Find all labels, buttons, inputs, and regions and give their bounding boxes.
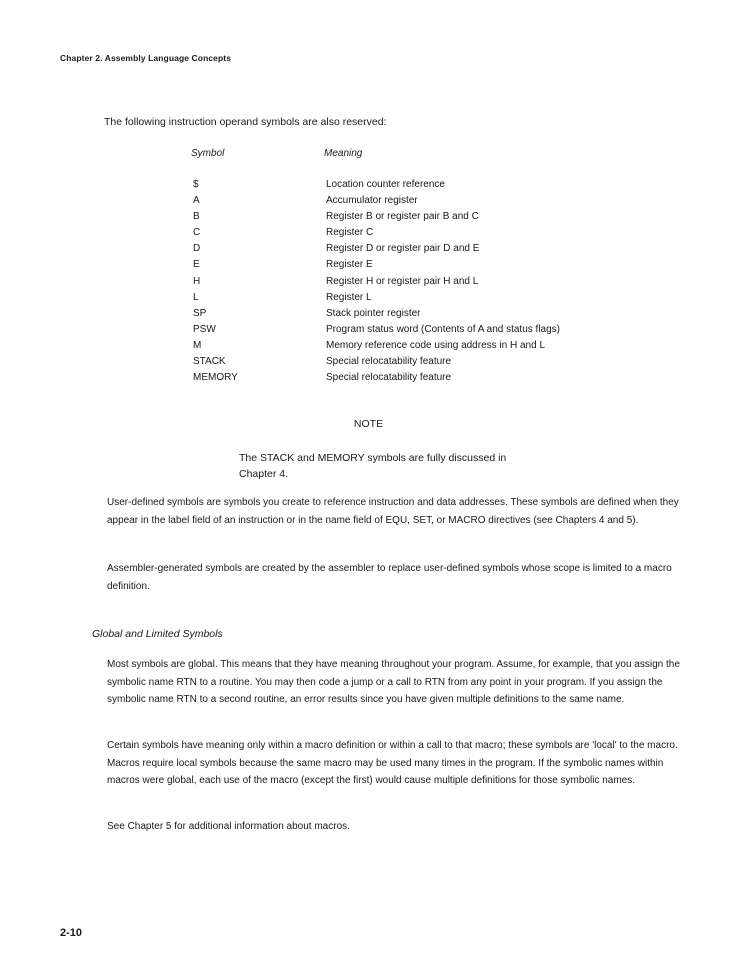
- user-defined-paragraph: User-defined symbols are symbols you create to reference instruction and data addresses. These symbols are defined when they appear in the label field of an instruction or in the name field of EQU, SET, or MACRO directives (see Chapters 4 and 5).: [107, 497, 679, 526]
- symbol-cell: SP: [193, 307, 207, 319]
- intro-text: The following instruction operand symbols are also reserved:: [104, 116, 387, 128]
- meaning-cell: Register E: [326, 259, 373, 271]
- symbol-column-header: Symbol: [191, 148, 225, 159]
- local-symbols-paragraph: Certain symbols have meaning only within a macro definition or within a call to that macro; these symbols are 'local' to the macro. Macros require local symbols because the same macro may be used many times in the program. If the symbolic names within macros were global, each use of the macro (except the first) would cause multiple definitions for those symbolic names.: [107, 740, 678, 786]
- meaning-cell: Memory reference code using address in H and L: [326, 339, 546, 351]
- symbol-cell: $: [193, 179, 199, 190]
- table-row: [0, 274, 737, 290]
- global-symbols-paragraph: Most symbols are global. This means that they have meaning throughout your program. Assume, for example, that you assign the symbolic name RTN to a routine. You may then code a jump or a call to RTN from any point in your program. If you assign the symbolic name RTN to a second routine, an error results since you have given multiple definitions to the same name.: [107, 659, 680, 705]
- meaning-cell: Special relocatability feature: [326, 372, 452, 384]
- symbol-cell: MEMORY: [193, 372, 238, 384]
- table-row: [0, 225, 737, 241]
- symbol-cell: PSW: [193, 323, 216, 335]
- meaning-cell: Stack pointer register: [326, 307, 421, 319]
- symbol-cell: H: [193, 275, 201, 287]
- symbol-cell: C: [193, 227, 201, 239]
- table-row: [0, 370, 737, 386]
- table-row: [0, 322, 737, 338]
- table-row: [0, 338, 737, 354]
- table-row: [0, 177, 737, 193]
- meaning-cell: Special relocatability feature: [326, 356, 452, 368]
- reserved-symbols-table: [0, 177, 737, 386]
- table-row: [0, 306, 737, 322]
- meaning-cell: Program status word (Contents of A and status flags): [326, 323, 561, 335]
- meaning-cell: Register H or register pair H and L: [326, 275, 479, 287]
- symbol-cell: L: [193, 291, 199, 303]
- table-row: [0, 193, 737, 209]
- meaning-cell: Register B or register pair B and C: [326, 211, 479, 223]
- symbol-cell: M: [193, 339, 202, 351]
- symbol-cell: D: [193, 243, 201, 255]
- chapter-header: Chapter 2. Assembly Language Concepts: [60, 53, 232, 63]
- table-row: [0, 354, 737, 370]
- note-title: NOTE: [353, 418, 384, 430]
- meaning-cell: Register D or register pair D and E: [326, 243, 480, 255]
- meaning-cell: Location counter reference: [326, 179, 445, 190]
- symbol-cell: STACK: [193, 356, 226, 368]
- assembler-generated-paragraph: Assembler-generated symbols are created by the assembler to replace user-defined symbols whose scope is limited to a macro definition.: [107, 563, 672, 592]
- section-heading: Global and Limited Symbols: [92, 628, 223, 640]
- meaning-cell: Register C: [326, 227, 374, 239]
- symbol-cell: E: [193, 259, 200, 271]
- note-body: The STACK and MEMORY symbols are fully discussed in Chapter 4.: [239, 452, 507, 480]
- table-row: [0, 241, 737, 257]
- table-row: [0, 257, 737, 273]
- table-row: [0, 209, 737, 225]
- meaning-column-header: Meaning: [324, 148, 363, 159]
- page-number: 2-10: [60, 927, 83, 939]
- meaning-cell: Accumulator register: [326, 195, 418, 207]
- symbol-cell: B: [193, 211, 200, 223]
- symbol-cell: A: [193, 195, 200, 207]
- table-row: [0, 290, 737, 306]
- see-chapter-paragraph: See Chapter 5 for additional information about macros.: [107, 821, 350, 832]
- meaning-cell: Register L: [326, 291, 372, 303]
